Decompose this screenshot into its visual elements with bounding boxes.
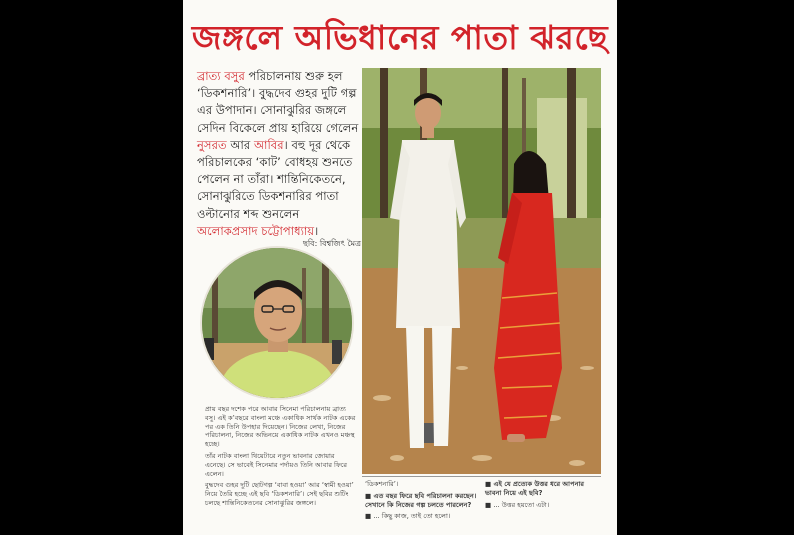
photo-divider	[362, 476, 601, 477]
actors-forest-photo	[362, 68, 601, 474]
right-body-col1	[365, 480, 481, 524]
intro-text-b: আর	[226, 137, 254, 152]
left-body-para: প্রায় বছর দশেক পরে আবার সিনেমা পরিচালনায় ব্রাত্য বসু। এই ক’বছরে বাংলা মঞ্চে একাধিক সার্থক নাটক একের পর এক তিনি উপহার দিয়েছেন। নিজের লেখা, নিজের পরিচালনা, নিজের অভিনয়ে একাধিক নাটক এখনও মঞ্চস্থ হচ্ছে।	[205, 405, 356, 449]
intro-text-a: পরিচালনায় শুরু হল ‘ডিকশনারি’। বুদ্ধদেব গুহর দুটি গল্প এর উপাদান। সোনাঝুরির জঙ্গলে সেদিন বিকেলে প্রায় হারিয়ে গেলেন	[197, 69, 359, 135]
intro-text-c: । বহু দূর থেকে পরিচালকের ‘কাট’ বোধহয় শুনতে পেলেন না তাঁরা। শান্তিনিকেতনে, সোনাঝুরিতে ডিকশনারির পাতা ওল্টানোর শব্দ শুনলেন	[197, 137, 353, 221]
newspaper-page	[183, 0, 617, 535]
left-body-para: তাঁর নাটক বাংলা থিয়েটারে নতুন ভাবনার জোয়ার এনেছে। সে ভাবেই সিনেমার পর্দায়ও তিনি আবার ফিরে এলেন।	[205, 451, 348, 478]
left-body-para: বুদ্ধদেব গুহর দুটি ছোটগল্প ‘বাবা হওয়া’ আর ‘স্বামী হওয়া’ নিয়ে তৈরি হচ্ছে এই ছবি ‘ডিকশনারি’। সেই ছবির শুটিং চলছে শান্তিনিকেতনের সোনাঝুরির জঙ্গলে।	[205, 481, 354, 507]
col1-answer: ■ ... কিছু কাজ, তাই তো হলো।	[365, 512, 451, 521]
headline: জঙ্গলে অভিধানের পাতা ঝরছে	[191, 18, 609, 57]
col1-question: ■ এত বছর ফিরে ছবি পরিচালনা করছেন। সেখানে কি নিজের গল্প চলতে পারলেন?	[365, 491, 477, 509]
director-portrait	[200, 246, 354, 400]
left-body-text	[205, 405, 357, 511]
intro-highlight-director: ব্রাত্য বসুর	[197, 69, 245, 83]
col2-question: ■ এই যে প্রত্যেক উত্তর ধরে আপনার ভাবনা নিয়ে এই ছবি?	[485, 480, 585, 497]
photo-credit: ছবি: বিশ্বজিৎ মৈত্র	[303, 239, 361, 248]
col1-heading: ‘ডিকশনারি’।	[365, 480, 399, 488]
intro-text-d: ।	[314, 223, 319, 238]
intro-highlight-author: অলোকপ্রসাদ চট্টোপাধ্যায়	[197, 223, 315, 238]
intro-paragraph	[197, 68, 363, 240]
col2-answer: ■ ... উত্তর হয়তো এটা।	[485, 500, 550, 509]
intro-highlight-nusrat: নুসরত	[197, 137, 227, 152]
right-body-col2	[485, 480, 601, 512]
intro-highlight-abir: আবির	[253, 137, 284, 152]
